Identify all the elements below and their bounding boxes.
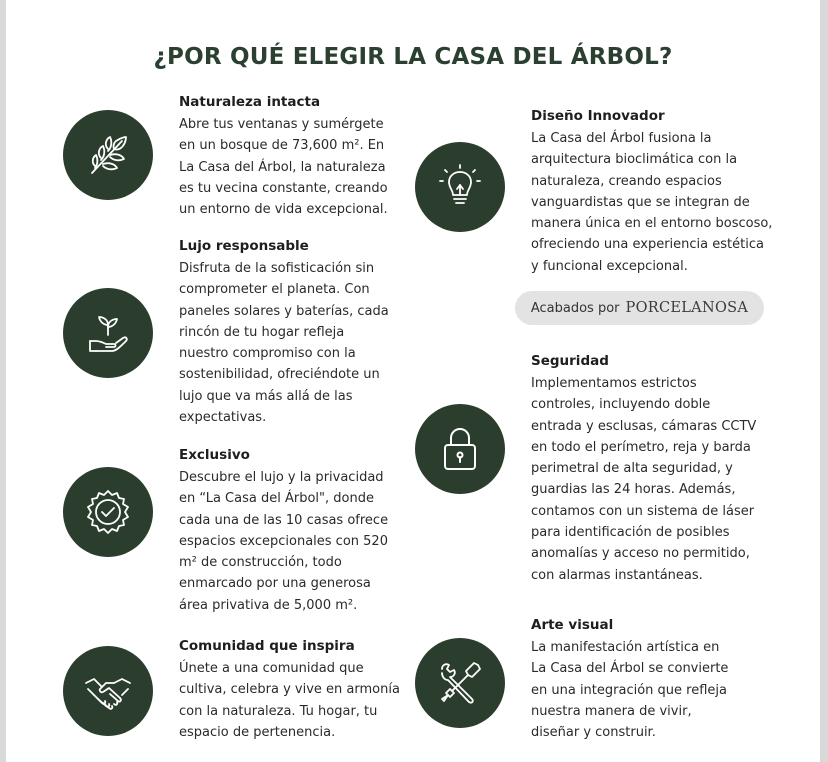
- feature-text: La manifestación artística en La Casa del Árbol se convierte en una integración que refleja nuestra manera de vivir, diseñar y construir.: [531, 640, 729, 741]
- feature-arte-visual: [531, 616, 801, 743]
- feature-text: Implementamos estrictos controles, incluyendo doble entrada y esclusas, cámaras CCTV en todo el perímetro, reja y barda perimetral de alta seguridad, y guardias las 24 horas. Además, contamos con un sistema de láser para identificación de posibles anomalías y acceso no permitido, con alarmas instantáneas.: [531, 376, 757, 583]
- brand-name: PORCELANOSA: [625, 300, 749, 316]
- feature-heading: Seguridad: [531, 353, 609, 369]
- feature-text: Únete a una comunidad que cultiva, celebra y vive en armonía con la naturaleza. Tu hogar, tu espacio de pertenencia.: [179, 661, 400, 740]
- feature-text: Abre tus ventanas y sumérgete en un bosque de 73,600 m². En La Casa del Árbol, la naturaleza es tu vecina constante, creando un entorno de vida excepcional.: [179, 117, 388, 218]
- feature-heading: Exclusivo: [179, 447, 250, 463]
- feature-text: La Casa del Árbol fusiona la arquitectura bioclimática con la naturaleza, creando espacios vanguardistas que se integran de manera única en el entorno boscoso, ofreciendo una experiencia estética y funcional excepcional.: [531, 131, 773, 274]
- feature-heading: Arte visual: [531, 617, 614, 633]
- lightbulb-icon: [415, 142, 505, 232]
- feature-lujo-responsable: [179, 237, 419, 428]
- hand-sprout-icon: [63, 288, 153, 378]
- feature-diseno-innovador: [531, 107, 801, 277]
- feature-heading: Diseño Innovador: [531, 108, 665, 124]
- padlock-icon: [415, 404, 505, 494]
- feature-comunidad: [179, 637, 419, 743]
- tools-icon: [415, 638, 505, 728]
- page-title: ¿POR QUÉ ELEGIR LA CASA DEL ÁRBOL?: [153, 44, 673, 70]
- verified-badge-icon: [63, 467, 153, 557]
- handshake-icon: [63, 646, 153, 736]
- feature-seguridad: [531, 352, 801, 586]
- page: [6, 0, 820, 762]
- feature-exclusivo: [179, 446, 419, 616]
- leaf-icon: [63, 110, 153, 200]
- feature-naturaleza: [179, 93, 419, 220]
- feature-heading: Naturaleza intacta: [179, 94, 321, 110]
- feature-text: Disfruta de la sofisticación sin comprometer el planeta. Con paneles solares y baterías, cada rincón de tu hogar refleja nuestro compromiso con la sostenibilidad, ofreciéndote un lujo que va más allá de las expectativas.: [179, 261, 389, 426]
- feature-heading: Lujo responsable: [179, 238, 309, 254]
- porcelanosa-badge: [515, 291, 764, 325]
- feature-heading: Comunidad que inspira: [179, 638, 355, 654]
- finishes-label: Acabados por: [530, 300, 620, 316]
- feature-text: Descubre el lujo y la privacidad en “La Casa del Árbol", donde cada una de las 10 casas ofrece espacios excepcionales con 520 m² de construcción, todo enmarcado por una generosa área privativa de 5,000 m².: [179, 470, 389, 613]
